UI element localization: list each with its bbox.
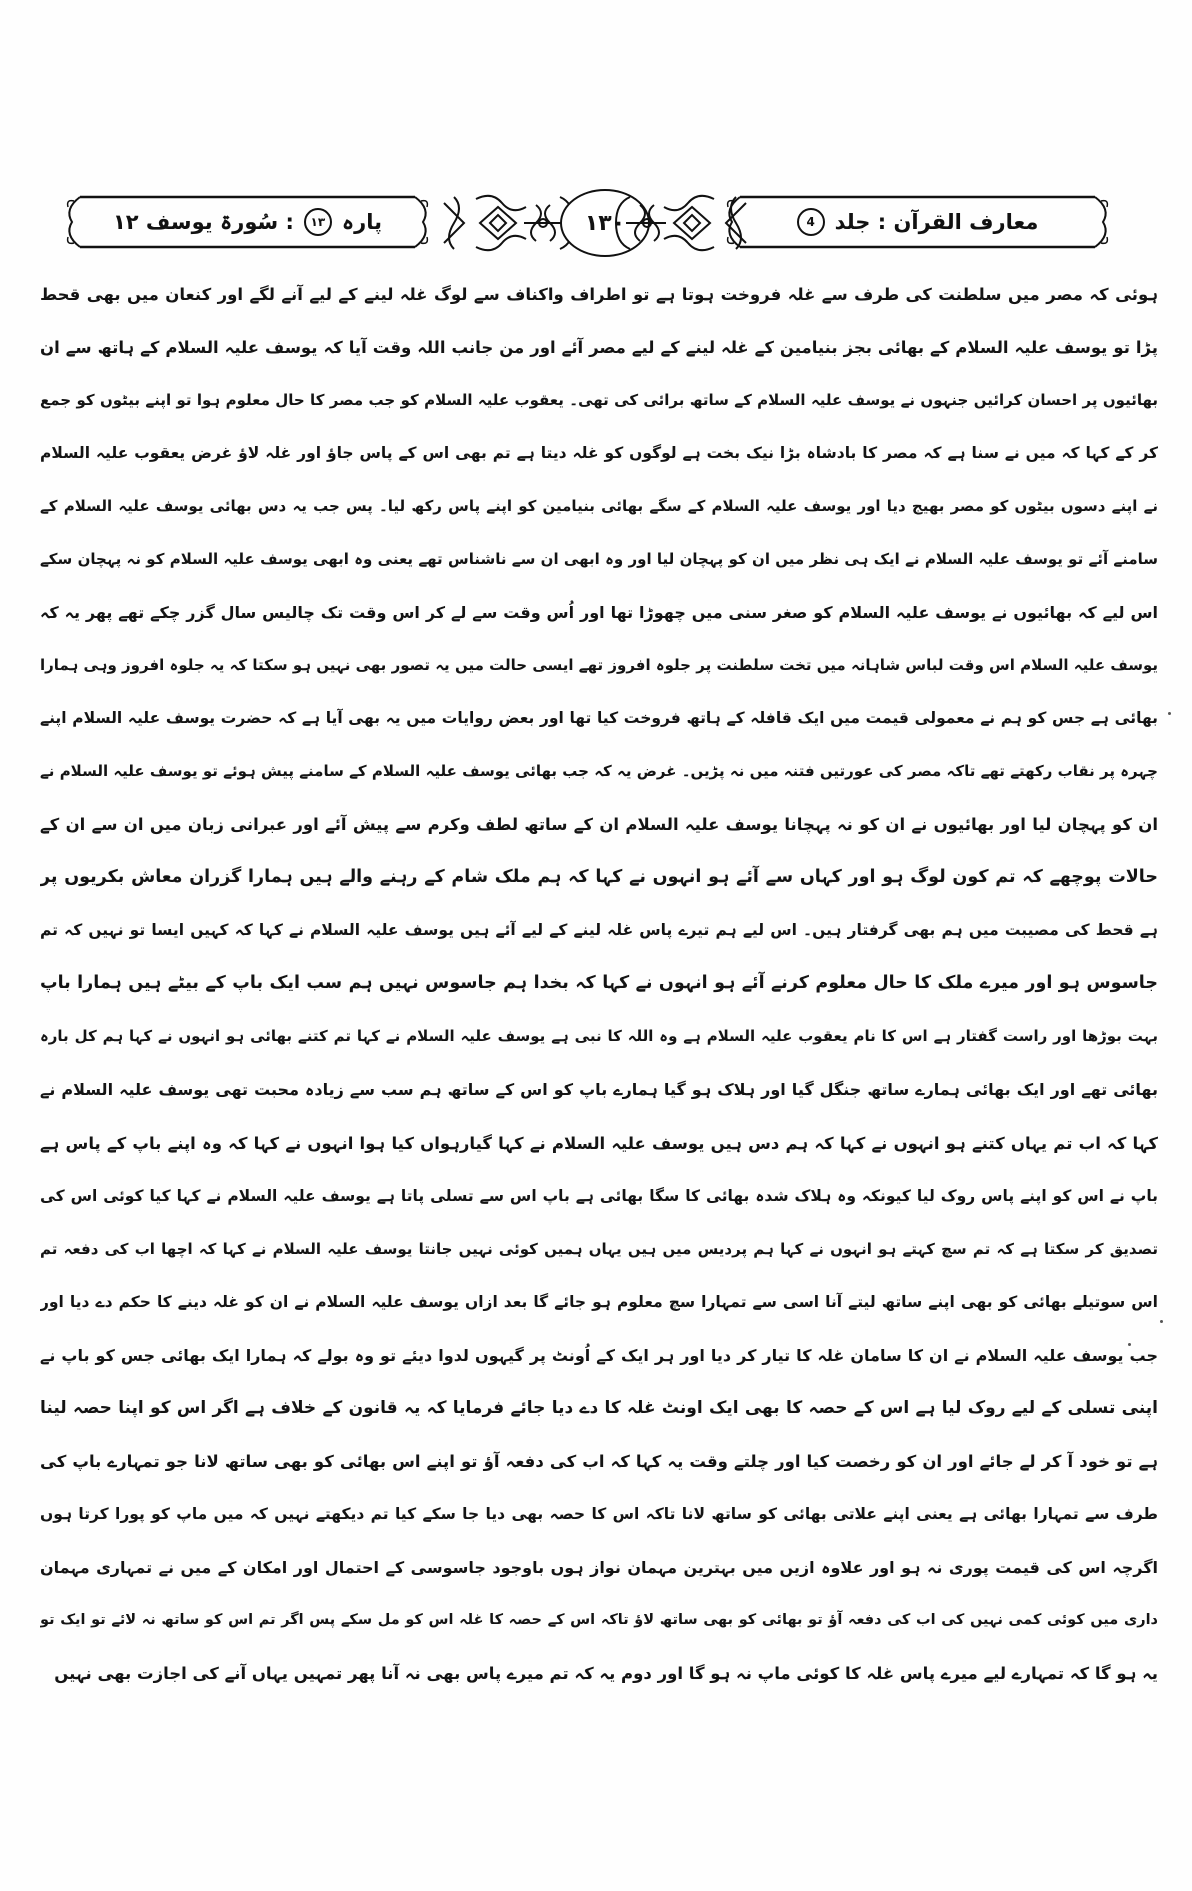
text-line: بھائی ہے جس کو ہم نے معمولی قیمت میں ایک قافلہ کے ہاتھ فروخت کیا تھا اور بعض روایات میں یہ بھی آیا ہے کہ حضرت یوسف علیہ السلام اپنے bbox=[40, 709, 1158, 728]
text-line: ہے قحط کی مصیبت میں ہم بھی گرفتار ہیں۔ اس لیے ہم تیرے پاس غلہ لینے کے لیے آئے ہیں یوسف علیہ السلام نے کہا کہ کہیں ایسا تو نہیں کہ تم bbox=[40, 921, 1158, 940]
text-line: بھائی تھے اور ایک بھائی ہمارے ساتھ جنگل گیا اور ہلاک ہو گیا ہمارے باپ کو اس کے ساتھ ہم سب سے زیادہ محبت تھی یوسف علیہ السلام نے bbox=[40, 1080, 1158, 1100]
ornament-left-icon bbox=[440, 183, 580, 263]
text-line: بہت بوڑھا اور راست گفتار ہے اس کا نام یعقوب علیہ السلام ہے وہ اللہ کا نبی ہے یوسف علیہ السلام نے کہا تم کتنے بھائی ہو انہوں نے کہا ہم کل بارہ bbox=[40, 1027, 1158, 1046]
para-label: پارہ bbox=[341, 210, 383, 234]
text-line: ان کو پہچان لیا اور بھائیوں نے ان کو نہ پہچانا یوسف علیہ السلام ان کے ساتھ لطف وکرم سے پیش آئے اور عبرانی زبان میں ان سے ان کے bbox=[40, 815, 1158, 835]
header-frame-left bbox=[60, 193, 435, 251]
text-line: حالات پوچھے کہ تم کون لوگ ہو اور کہاں سے آئے ہو انہوں نے کہا کہ ہم ملک شام کے رہنے والے ہیں ہمارا گزران معاش بکریوں پر bbox=[40, 867, 1158, 888]
text-line: بھائیوں پر احسان کرائیں جنہوں نے یوسف علیہ السلام کے ساتھ برائی کی تھی۔ یعقوب علیہ السلام کو جب مصر کا حال معلوم ہوا تو اپنے بیٹوں کو جمع bbox=[40, 391, 1158, 410]
text-line: یہ ہو گا کہ تمہارے لیے میرے پاس غلہ کا کوئی ماپ نہ ہو گا اور دوم یہ کہ تم میرے پاس بھی نہ آنا پھر تمہیں یہاں آنے کی اجازت بھی نہیں bbox=[54, 1663, 1158, 1683]
text-line: داری میں کوئی کمی نہیں کی اب کی دفعہ آؤ تو بھائی کو بھی ساتھ لاؤ تاکہ اس کے حصہ کا غلہ اس کو مل سکے پس اگر تم اس کو ساتھ نہ لائے تو ایک تو bbox=[40, 1611, 1158, 1628]
text-line: کر کے کہا کہ میں نے سنا ہے کہ مصر کا بادشاہ بڑا نیک بخت ہے لوگوں کو غلہ دیتا ہے تم بھی اس کے پاس جاؤ اور غلہ لاؤ غرض یعقوب علیہ السلام bbox=[40, 444, 1158, 463]
para-surah-label bbox=[60, 193, 435, 251]
text-line: طرف سے تمہارا بھائی ہے یعنی اپنے علاتی بھائی کو ساتھ لانا تاکہ اس کا حصہ بھی دیا جا سکے کیا تم دیکھتے نہیں کہ میں ماپ کو پورا کرتا ہوں bbox=[40, 1504, 1158, 1523]
page-number: ۱۳۰ bbox=[560, 189, 650, 257]
text-line: نے اپنے دسوں بیٹوں کو مصر بھیج دیا اور یوسف علیہ السلام کے سگے بھائی بنیامین کو اپنے پاس رکھ لیا۔ پس جب یہ دس بھائی یوسف علیہ السلام کے bbox=[40, 497, 1158, 516]
volume-number-badge: 4 bbox=[797, 208, 825, 236]
text-line: ہے تو خود آ کر لے جائے اور ان کو رخصت کیا اور چلتے وقت یہ کہا کہ اب کی دفعہ آؤ تو اپنے اس بھائی کو بھی ساتھ لانا جو تمہارے باپ کی bbox=[40, 1451, 1158, 1471]
text-line: جاسوس ہو اور میرے ملک کا حال معلوم کرنے آئے ہو انہوں نے کہا کہ بخدا ہم جاسوس نہیں ہم سب ایک باپ کے بیٹے ہیں ہمارا باپ bbox=[40, 973, 1158, 994]
text-line: تصدیق کر سکتا ہے کہ تم سچ کہتے ہو انہوں نے کہا ہم پردیس میں ہیں یہاں ہمیں کوئی نہیں جانتا یوسف علیہ السلام نے کہا کہ اچھا اب کی دفعہ تم bbox=[40, 1239, 1158, 1258]
scan-speck bbox=[1160, 1320, 1163, 1323]
text-line: اس سوتیلے بھائی کو بھی اپنے ساتھ لیتے آنا اسی سے تمہارا سچ معلوم ہو جائے گا بعد ازاں یوسف علیہ السلام نے ان کو غلہ دینے کا حکم دے دیا اور bbox=[40, 1292, 1158, 1311]
text-line: اگرچہ اس کی قیمت پوری نہ ہو اور علاوہ ازیں میں بہترین مہمان نواز ہوں باوجود جاسوسی کے احتمال اور امکان کے میں نے تمہاری مہمان bbox=[40, 1557, 1158, 1577]
text-line: چہرہ پر نقاب رکھتے تھے تاکہ مصر کی عورتیں فتنہ میں نہ پڑیں۔ غرض یہ کہ جب بھائی یوسف علیہ السلام کے سامنے پیش ہوئے تو یوسف علیہ السلام نے bbox=[40, 762, 1158, 781]
book-title-label bbox=[720, 193, 1115, 251]
header-frame-right bbox=[720, 193, 1115, 251]
body-text bbox=[40, 268, 1158, 1700]
text-line: اپنی تسلی کے لیے روک لیا ہے اس کے حصہ کا بھی ایک اونٹ غلہ کا دے دیا جائے فرمایا کہ یہ قانون کے خلاف ہے اگر اس کو اپنا حصہ لینا bbox=[40, 1397, 1158, 1418]
para-number-badge: ۱۳ bbox=[304, 208, 332, 236]
text-line: کہا کہ اب تم یہاں کتنے ہو انہوں نے کہا کہ ہم دس ہیں یوسف علیہ السلام نے کہا گیارہواں کیا ہوا انہوں نے کہا کہ وہ اپنے باپ کے پاس ہے bbox=[40, 1133, 1158, 1153]
text-line: سامنے آئے تو یوسف علیہ السلام نے ایک ہی نظر میں ان کو پہچان لیا اور وہ ابھی ان سے ناشناس تھے یعنی وہ ابھی یوسف علیہ السلام کو نہ پہچان سکے bbox=[40, 550, 1158, 569]
text-line: یوسف علیہ السلام اس وقت لباس شاہانہ میں تخت سلطنت پر جلوہ افروز تھے ایسی حالت میں یہ تصور بھی نہیں ہو سکتا کہ یہ جلوہ افروز وہی ہمارا bbox=[40, 656, 1158, 675]
scan-speck bbox=[1128, 1343, 1131, 1346]
surah-label: : سُورۃ یوسف ۱۲ bbox=[112, 210, 294, 234]
text-line: باپ نے اس کو اپنے پاس روک لیا کیونکہ وہ ہلاک شدہ بھائی کا سگا بھائی ہے باپ اس سے تسلی پاتا ہے یوسف علیہ السلام نے کہا کیا کوئی اس کی bbox=[40, 1186, 1158, 1205]
scan-speck bbox=[1168, 712, 1171, 715]
text-line: ہوئی کہ مصر میں سلطنت کی طرف سے غلہ فروخت ہوتا ہے تو اطراف واکناف سے لوگ غلہ لینے کے لیے آنے لگے اور کنعان میں بھی قحط bbox=[40, 285, 1158, 304]
page-header bbox=[40, 183, 1160, 263]
text-line: جب یوسف علیہ السلام نے ان کا سامان غلہ کا تیار کر دیا اور ہر ایک کے اُونٹ پر گیہوں لدوا دیئے تو وہ بولے کہ ہمارا ایک بھائی جس کو باپ نے bbox=[40, 1345, 1158, 1365]
text-line: اس لیے کہ بھائیوں نے یوسف علیہ السلام کو صغر سنی میں چھوڑا تھا اور اُس وقت سے لے کر اس وقت تک چالیس سال گزر چکے تھے پھر یہ کہ bbox=[40, 603, 1158, 623]
book-title: معارف القرآن : جلد bbox=[834, 210, 1039, 234]
text-line: پڑا تو یوسف علیہ السلام کے بھائی بجز بنیامین کے غلہ لینے کے لیے مصر آئے اور من جانب اللہ وقت آیا کہ یوسف علیہ السلام کے ہاتھ سے ان bbox=[40, 338, 1158, 358]
